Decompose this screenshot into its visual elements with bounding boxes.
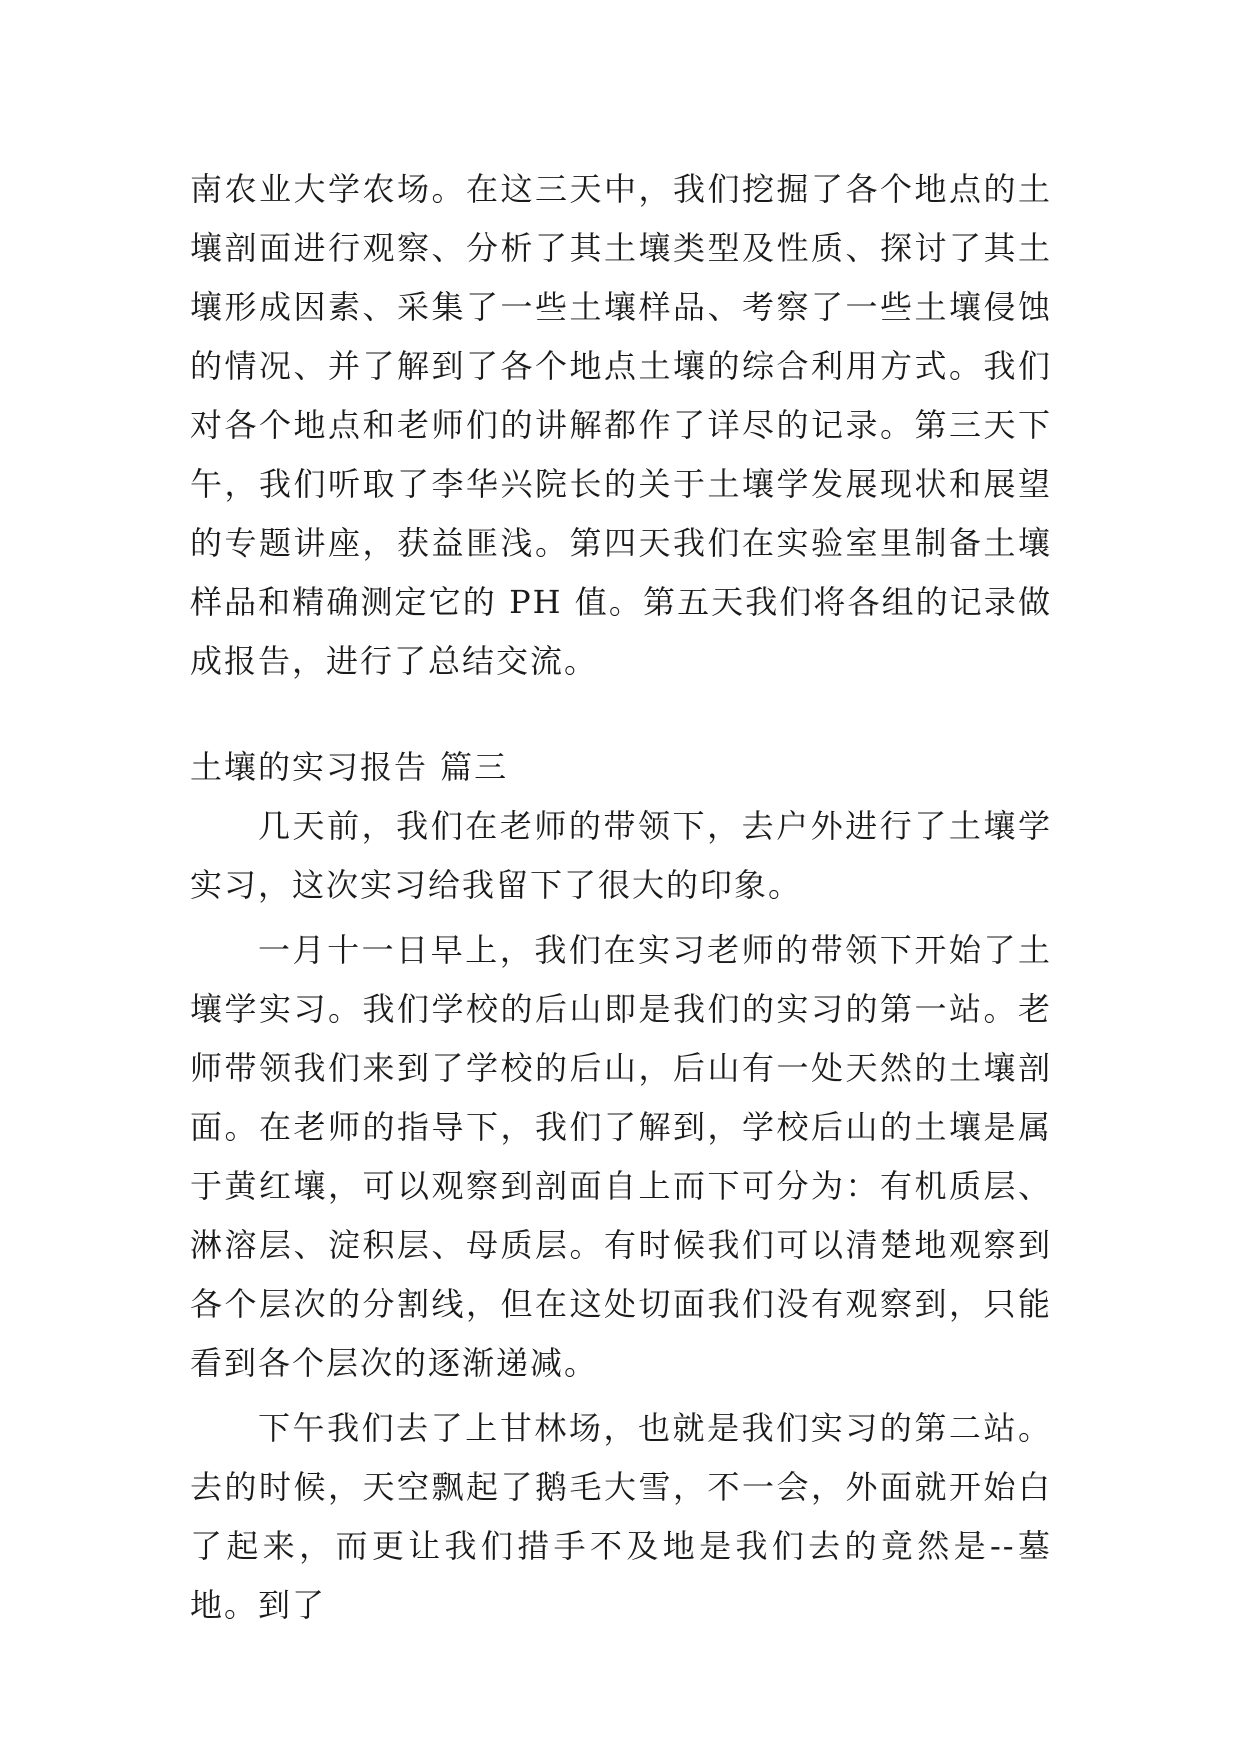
paragraph-intro: 几天前，我们在老师的带领下，去户外进行了土壤学实习，这次实习给我留下了很大的印象。: [190, 807, 1052, 904]
paragraph-second-station: 下午我们去了上甘林场，也就是我们实习的第二站。去的时候，天空飘起了鹅毛大雪，不一会，外面就开始白了起来，而更让我们措手不及地是我们去的竟然是--墓地。到了: [190, 1409, 1052, 1624]
paragraph-first-station: 一月十一日早上，我们在实习老师的带领下开始了土壤学实习。我们学校的后山即是我们的实习的第一站。老师带领我们来到了学校的后山，后山有一处天然的土壤剖面。在老师的指导下，我们了解到，学校后山的土壤是属于黄红壤，可以观察到剖面自上而下可分为：有机质层、淋溶层、淀积层、母质层。有时候我们可以清楚地观察到各个层次的分割线，但在这处切面我们没有观察到，只能看到各个层次的逐渐递减。: [190, 931, 1052, 1382]
continued-paragraph: 南农业大学农场。在这三天中，我们挖掘了各个地点的土壤剖面进行观察、分析了其土壤类型及性质、探讨了其土壤形成因素、采集了一些土壤样品、考察了一些土壤侵蚀的情况、并了解到了各个地点土壤的综合利用方式。我们对各个地点和老师们的讲解都作了详尽的记录。第三天下午，我们听取了李华兴院长的关于土壤学发展现状和展望的专题讲座，获益匪浅。第四天我们在实验室里制备土壤样品和精确测定它的 PH 值。第五天我们将各组的记录做成报告，进行了总结交流。: [190, 170, 1052, 680]
section-body: [190, 797, 1052, 1641]
section-heading: 土壤的实习报告 篇三: [190, 748, 509, 786]
